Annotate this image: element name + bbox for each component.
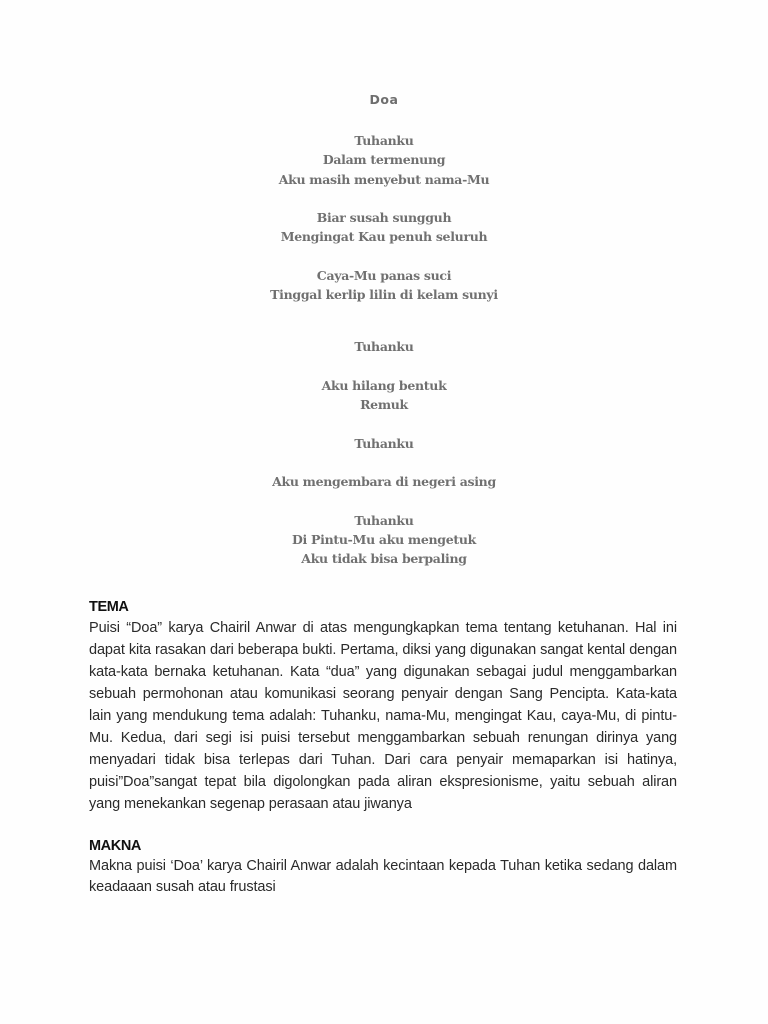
poem-body	[0, 131, 768, 569]
stanza-break	[0, 189, 768, 208]
tema-heading: TEMA	[89, 599, 129, 615]
poem-line: Tinggal kerlip lilin di kelam sunyi	[270, 287, 498, 303]
stanza-break	[0, 247, 768, 266]
poem-line: Aku masih menyebut nama-Mu	[278, 171, 490, 187]
poem-line: Dalam termenung	[322, 152, 446, 168]
makna-section	[89, 836, 677, 898]
stanza-break	[0, 414, 768, 433]
stanza-break	[0, 356, 768, 375]
poem-line: Tuhanku	[354, 339, 414, 355]
poem-line: Aku hilang bentuk	[321, 377, 447, 393]
poem-line: Aku tidak bisa berpaling	[301, 551, 467, 567]
poem-line: Di Pintu-Mu aku mengetuk	[292, 532, 476, 548]
poem-line: Mengingat Kau penuh seluruh	[280, 229, 488, 245]
makna-heading: MAKNA	[89, 838, 141, 854]
poem-line: Aku mengembara di negeri asing	[272, 474, 496, 490]
tema-section	[89, 597, 677, 815]
makna-paragraph: Makna puisi ‘Doa’ karya Chairil Anwar adalah kecintaan kepada Tuhan ketika sedang dalam keadaaan susah atau frustasi	[89, 858, 677, 895]
tema-paragraph: Puisi “Doa” karya Chairil Anwar di atas mengungkapkan tema tentang ketuhanan. Hal ini dapat kita rasakan dari beberapa bukti. Pertama, diksi yang digunakan sangat kental dengan kata-kata bernaka ketuhanan. Kata “dua” yang digunakan sebagai judul menggambarkan sebuah permohonan atau komunikasi seorang penyair dengan Sang Pencipta. Kata-kata lain yang mendukung tema adalah: Tuhanku, nama-Mu, mengingat Kau, caya-Mu, di pintu-Mu. Kedua, dari segi isi puisi tersebut menggambarkan sebuah renungan dirinya yang menyadari tidak bisa terlepas dari Tuhan. Dari cara penyair memaparkan isi hatinya, puisi”Doa”sangat tepat bila digolongkan pada aliran ekspresionisme, yaitu sebuah aliran yang menekankan segenap perasaan atau jiwanya	[89, 620, 677, 812]
poem-title: Doa	[369, 92, 399, 107]
stanza-break	[0, 492, 768, 511]
poem-line: Tuhanku	[354, 512, 414, 528]
poem-line: Caya-Mu panas suci	[316, 268, 452, 284]
poem-line: Remuk	[360, 397, 408, 413]
stanza-break	[0, 305, 768, 338]
stanza-break	[0, 453, 768, 472]
poem-line: Tuhanku	[354, 435, 414, 451]
poem-line: Biar susah sungguh	[316, 210, 452, 226]
poem-line: Tuhanku	[354, 133, 414, 148]
